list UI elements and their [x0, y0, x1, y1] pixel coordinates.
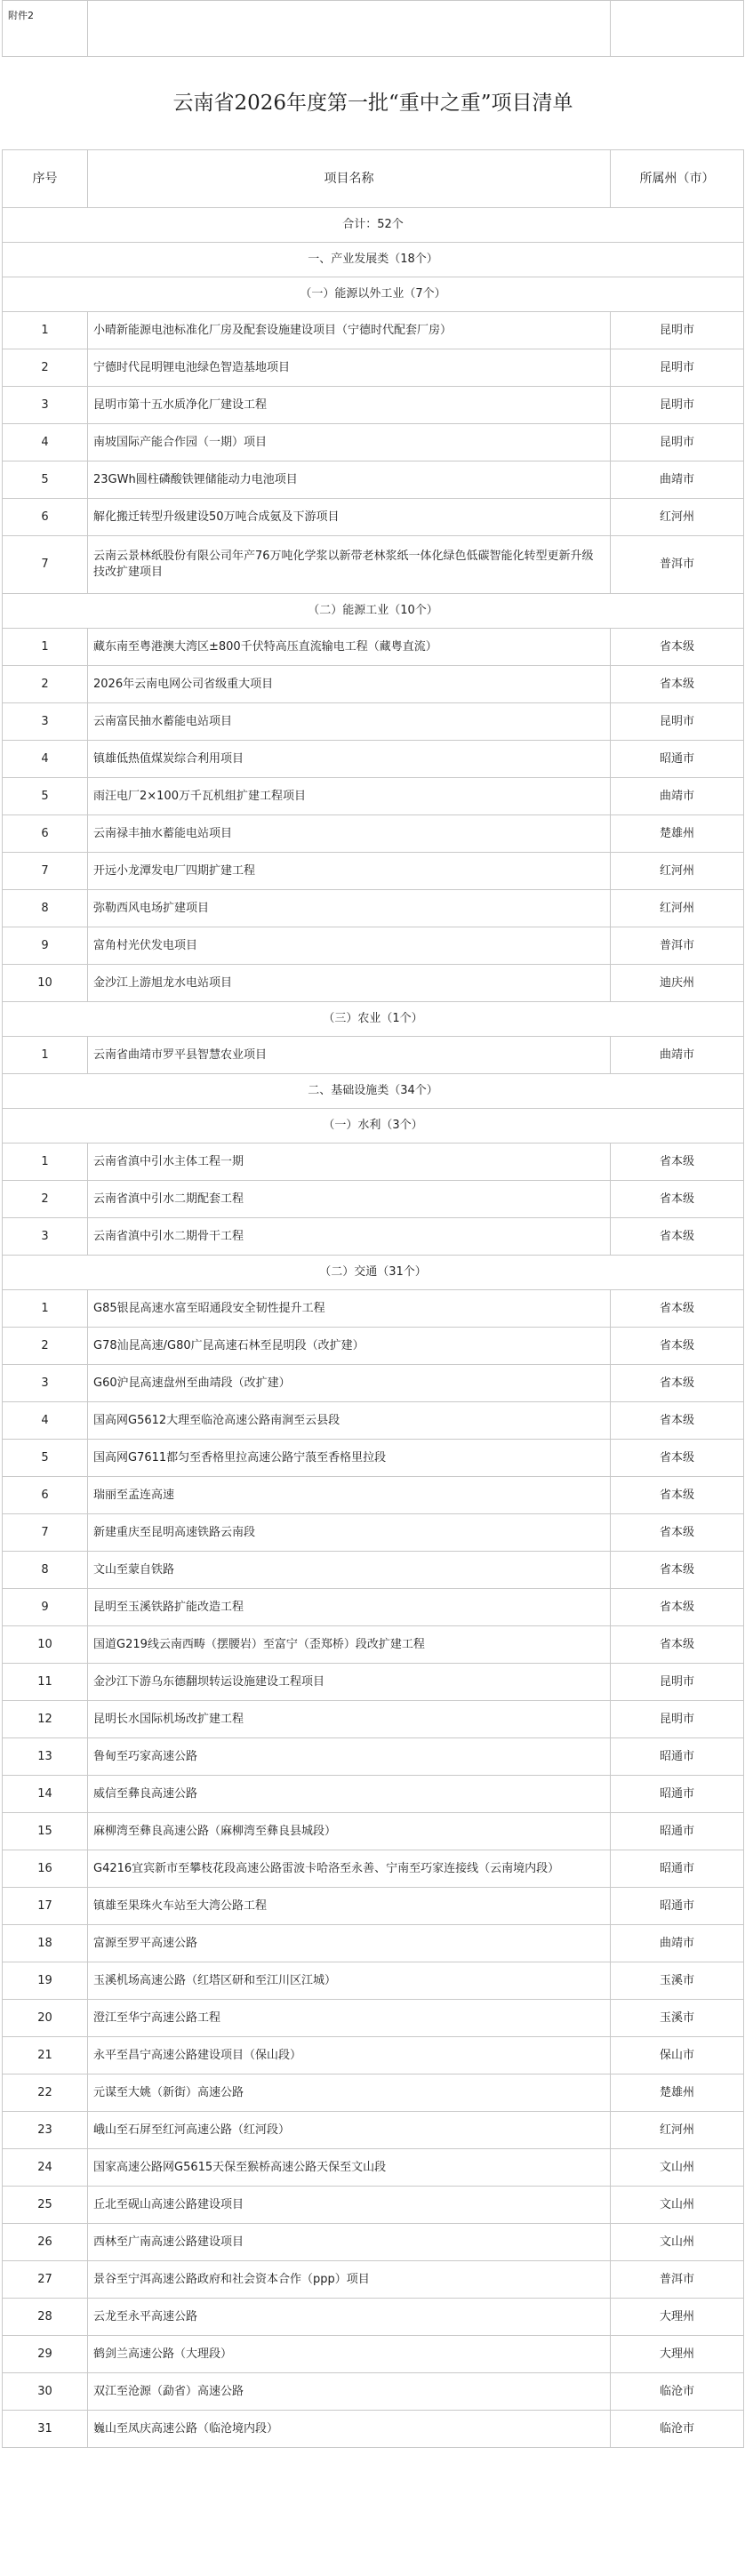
row-number: 16 [3, 1850, 88, 1888]
project-region: 文山州 [611, 2149, 744, 2187]
subcategory-non-energy-industry-label: （一）能源以外工业（7个） [3, 277, 744, 312]
project-region: 昭通市 [611, 1813, 744, 1850]
project-region: 昆明市 [611, 387, 744, 424]
row-number: 27 [3, 2261, 88, 2299]
row-number: 23 [3, 2112, 88, 2149]
project-name: 金沙江上游旭龙水电站项目 [88, 965, 611, 1002]
project-region: 昆明市 [611, 703, 744, 741]
project-region: 省本级 [611, 1144, 744, 1181]
row-number: 11 [3, 1664, 88, 1701]
project-name: 国高网G5612大理至临沧高速公路南涧至云县段 [88, 1402, 611, 1440]
project-region: 大理州 [611, 2299, 744, 2336]
table-row [3, 927, 744, 965]
project-name: 双江至沧源（勐省）高速公路 [88, 2373, 611, 2411]
project-region: 省本级 [611, 1290, 744, 1328]
project-name: G60沪昆高速盘州至曲靖段（改扩建） [88, 1365, 611, 1402]
table-row [3, 1925, 744, 1962]
row-number: 1 [3, 312, 88, 349]
table-row [3, 312, 744, 349]
row-number: 17 [3, 1888, 88, 1925]
table-row [3, 2299, 744, 2336]
project-list-table [2, 0, 744, 2448]
project-name: 云南省滇中引水主体工程一期 [88, 1144, 611, 1181]
row-number: 3 [3, 387, 88, 424]
table-row [3, 2411, 744, 2448]
table-row [3, 741, 744, 778]
table-row [3, 853, 744, 890]
subcategory-agriculture-label: （三）农业（1个） [3, 1002, 744, 1037]
row-number: 1 [3, 629, 88, 666]
project-region: 临沧市 [611, 2411, 744, 2448]
table-row [3, 2149, 744, 2187]
row-number: 4 [3, 424, 88, 461]
table-row [3, 499, 744, 536]
project-region: 大理州 [611, 2336, 744, 2373]
project-region: 昆明市 [611, 424, 744, 461]
header-region: 所属州（市） [611, 150, 744, 208]
table-row [3, 1328, 744, 1365]
project-name: 巍山至凤庆高速公路（临沧境内段） [88, 2411, 611, 2448]
project-name: 昆明市第十五水质净化厂建设工程 [88, 387, 611, 424]
project-name: 国道G219线云南西畴（摆腰岩）至富宁（歪郑桥）段改扩建工程 [88, 1626, 611, 1664]
row-number: 5 [3, 1440, 88, 1477]
row-number: 19 [3, 1962, 88, 2000]
project-name: 云南省滇中引水二期骨干工程 [88, 1218, 611, 1256]
row-number: 5 [3, 778, 88, 815]
project-name: 西林至广南高速公路建设项目 [88, 2224, 611, 2261]
project-name: 解化搬迁转型升级建设50万吨合成氨及下游项目 [88, 499, 611, 536]
project-region: 红河州 [611, 890, 744, 927]
category-industry-label: 一、产业发展类（18个） [3, 243, 744, 277]
row-number: 14 [3, 1776, 88, 1813]
table-row [3, 1589, 744, 1626]
row-number: 6 [3, 815, 88, 853]
table-row [3, 1144, 744, 1181]
project-name: 云南云景林纸股份有限公司年产76万吨化学浆以新带老林浆纸一体化绿色低碳智能化转型更新升级技改扩建项目 [88, 536, 611, 594]
project-region: 曲靖市 [611, 1037, 744, 1074]
project-name: 藏东南至粤港澳大湾区±800千伏特高压直流输电工程（藏粤直流） [88, 629, 611, 666]
table-row [3, 1664, 744, 1701]
row-number: 2 [3, 349, 88, 387]
table-header-row [3, 150, 744, 208]
project-name: 2026年云南电网公司省级重大项目 [88, 666, 611, 703]
project-name: 小晴新能源电池标准化厂房及配套设施建设项目（宁德时代配套厂房） [88, 312, 611, 349]
table-row [3, 890, 744, 927]
project-name: 鲁甸至巧家高速公路 [88, 1738, 611, 1776]
row-number: 8 [3, 890, 88, 927]
row-number: 22 [3, 2074, 88, 2112]
row-number: 1 [3, 1290, 88, 1328]
project-region: 红河州 [611, 2112, 744, 2149]
project-name: 云南禄丰抽水蓄能电站项目 [88, 815, 611, 853]
project-name: 开远小龙潭发电厂四期扩建工程 [88, 853, 611, 890]
table-row [3, 424, 744, 461]
subcategory-water-label: （一）水利（3个） [3, 1109, 744, 1144]
row-number: 8 [3, 1552, 88, 1589]
project-region: 保山市 [611, 2037, 744, 2074]
project-region: 省本级 [611, 1440, 744, 1477]
project-name: 澄江至华宁高速公路工程 [88, 2000, 611, 2037]
subcategory-energy-industry-label: （二）能源工业（10个） [3, 594, 744, 629]
row-number: 7 [3, 1514, 88, 1552]
table-row [3, 1290, 744, 1328]
table-row [3, 703, 744, 741]
row-number: 30 [3, 2373, 88, 2411]
project-name: 镇雄至果珠火车站至大湾公路工程 [88, 1888, 611, 1925]
row-number: 4 [3, 741, 88, 778]
table-row [3, 1776, 744, 1813]
project-region: 曲靖市 [611, 1925, 744, 1962]
project-region: 省本级 [611, 1514, 744, 1552]
row-number: 12 [3, 1701, 88, 1738]
category-infrastructure-label: 二、基础设施类（34个） [3, 1074, 744, 1109]
project-name: 景谷至宁洱高速公路政府和社会资本合作（ppp）项目 [88, 2261, 611, 2299]
project-name: 瑞丽至孟连高速 [88, 1477, 611, 1514]
project-region: 省本级 [611, 1218, 744, 1256]
project-region: 省本级 [611, 1365, 744, 1402]
table-row [3, 1813, 744, 1850]
row-number: 7 [3, 853, 88, 890]
attachment-label: 附件2 [3, 1, 88, 57]
project-region: 普洱市 [611, 927, 744, 965]
project-region: 楚雄州 [611, 2074, 744, 2112]
subcategory-agriculture [3, 1002, 744, 1037]
project-name: 文山至蒙自铁路 [88, 1552, 611, 1589]
project-name: 威信至彝良高速公路 [88, 1776, 611, 1813]
project-name: G78汕昆高速/G80广昆高速石林至昆明段（改扩建） [88, 1328, 611, 1365]
table-row [3, 2336, 744, 2373]
table-row [3, 965, 744, 1002]
project-name: 云南富民抽水蓄能电站项目 [88, 703, 611, 741]
total-label: 合计：52个 [3, 208, 744, 243]
table-row [3, 2037, 744, 2074]
table-row [3, 1402, 744, 1440]
project-name: 元谋至大姚（新街）高速公路 [88, 2074, 611, 2112]
project-name: 峨山至石屏至红河高速公路（红河段） [88, 2112, 611, 2149]
project-region: 红河州 [611, 853, 744, 890]
project-name: 富源至罗平高速公路 [88, 1925, 611, 1962]
row-number: 3 [3, 1365, 88, 1402]
table-row [3, 666, 744, 703]
table-row [3, 1218, 744, 1256]
table-row [3, 1181, 744, 1218]
project-region: 昭通市 [611, 1888, 744, 1925]
table-row [3, 1365, 744, 1402]
row-number: 6 [3, 1477, 88, 1514]
project-region: 昭通市 [611, 741, 744, 778]
row-number: 4 [3, 1402, 88, 1440]
project-name: 弥勒西风电场扩建项目 [88, 890, 611, 927]
row-number: 24 [3, 2149, 88, 2187]
attachment-row [3, 1, 744, 57]
project-region: 玉溪市 [611, 2000, 744, 2037]
row-number: 13 [3, 1738, 88, 1776]
project-region: 昆明市 [611, 1664, 744, 1701]
project-name: 新建重庆至昆明高速铁路云南段 [88, 1514, 611, 1552]
row-number: 10 [3, 965, 88, 1002]
row-number: 31 [3, 2411, 88, 2448]
project-region: 省本级 [611, 666, 744, 703]
table-row [3, 2261, 744, 2299]
table-row [3, 1962, 744, 2000]
subcategory-non-energy-industry [3, 277, 744, 312]
project-region: 省本级 [611, 1589, 744, 1626]
project-region: 省本级 [611, 1477, 744, 1514]
subcategory-transport [3, 1256, 744, 1290]
row-number: 6 [3, 499, 88, 536]
project-region: 省本级 [611, 1402, 744, 1440]
project-region: 昭通市 [611, 1738, 744, 1776]
row-number: 2 [3, 1328, 88, 1365]
project-name: 昆明长水国际机场改扩建工程 [88, 1701, 611, 1738]
table-row [3, 1738, 744, 1776]
subcategory-water [3, 1109, 744, 1144]
project-name: 金沙江下游乌东德翻坝转运设施建设工程项目 [88, 1664, 611, 1701]
project-name: 23GWh圆柱磷酸铁锂储能动力电池项目 [88, 461, 611, 499]
category-industry [3, 243, 744, 277]
project-region: 省本级 [611, 1626, 744, 1664]
total-row [3, 208, 744, 243]
table-row [3, 387, 744, 424]
table-row [3, 1701, 744, 1738]
project-region: 省本级 [611, 629, 744, 666]
table-row [3, 2373, 744, 2411]
project-name: 云南省曲靖市罗平县智慧农业项目 [88, 1037, 611, 1074]
project-name: 镇雄低热值煤炭综合利用项目 [88, 741, 611, 778]
table-row [3, 1477, 744, 1514]
project-region: 昆明市 [611, 312, 744, 349]
title-row [3, 57, 744, 150]
row-number: 15 [3, 1813, 88, 1850]
table-row [3, 1626, 744, 1664]
project-name: 玉溪机场高速公路（红塔区研和至江川区江城） [88, 1962, 611, 2000]
project-name: 国高网G7611都匀至香格里拉高速公路宁蒗至香格里拉段 [88, 1440, 611, 1477]
project-region: 迪庆州 [611, 965, 744, 1002]
project-name: 宁德时代昆明锂电池绿色智造基地项目 [88, 349, 611, 387]
table-row [3, 461, 744, 499]
project-name: 鹤剑兰高速公路（大理段） [88, 2336, 611, 2373]
table-row [3, 1888, 744, 1925]
row-number: 25 [3, 2187, 88, 2224]
project-region: 昭通市 [611, 1850, 744, 1888]
table-row [3, 1440, 744, 1477]
project-name: 雨汪电厂2×100万千瓦机组扩建工程项目 [88, 778, 611, 815]
table-row [3, 2224, 744, 2261]
project-region: 昆明市 [611, 349, 744, 387]
table-row [3, 778, 744, 815]
header-name: 项目名称 [88, 150, 611, 208]
row-number: 28 [3, 2299, 88, 2336]
project-region: 玉溪市 [611, 1962, 744, 2000]
row-number: 2 [3, 666, 88, 703]
table-row [3, 2112, 744, 2149]
row-number: 9 [3, 927, 88, 965]
table-row [3, 2074, 744, 2112]
category-infrastructure [3, 1074, 744, 1109]
project-name: 云南省滇中引水二期配套工程 [88, 1181, 611, 1218]
project-name: G4216宜宾新市至攀枝花段高速公路雷波卡哈洛至永善、宁南至巧家连接线（云南境内段） [88, 1850, 611, 1888]
subcategory-transport-label: （二）交通（31个） [3, 1256, 744, 1290]
project-region: 普洱市 [611, 536, 744, 594]
table-row [3, 536, 744, 594]
row-number: 20 [3, 2000, 88, 2037]
document-title: 云南省2026年度第一批“重中之重”项目清单 [3, 57, 744, 150]
project-name: 国家高速公路网G5615天保至猴桥高速公路天保至文山段 [88, 2149, 611, 2187]
row-number: 2 [3, 1181, 88, 1218]
table-row [3, 1037, 744, 1074]
row-number: 10 [3, 1626, 88, 1664]
table-row [3, 2000, 744, 2037]
project-region: 楚雄州 [611, 815, 744, 853]
project-region: 文山州 [611, 2224, 744, 2261]
table-row [3, 629, 744, 666]
project-region: 省本级 [611, 1552, 744, 1589]
project-region: 临沧市 [611, 2373, 744, 2411]
table-row [3, 1850, 744, 1888]
row-number: 3 [3, 1218, 88, 1256]
table-row [3, 1514, 744, 1552]
header-no: 序号 [3, 150, 88, 208]
row-number: 7 [3, 536, 88, 594]
table-row [3, 815, 744, 853]
row-number: 1 [3, 1144, 88, 1181]
table-row [3, 2187, 744, 2224]
project-region: 普洱市 [611, 2261, 744, 2299]
row-number: 18 [3, 1925, 88, 1962]
table-row [3, 1552, 744, 1589]
project-name: 永平至昌宁高速公路建设项目（保山段） [88, 2037, 611, 2074]
project-name: 丘北至砚山高速公路建设项目 [88, 2187, 611, 2224]
project-name: 昆明至玉溪铁路扩能改造工程 [88, 1589, 611, 1626]
row-number: 1 [3, 1037, 88, 1074]
row-number: 9 [3, 1589, 88, 1626]
project-region: 曲靖市 [611, 461, 744, 499]
project-region: 昆明市 [611, 1701, 744, 1738]
row-number: 5 [3, 461, 88, 499]
project-region: 省本级 [611, 1181, 744, 1218]
project-name: 南坡国际产能合作园（一期）项目 [88, 424, 611, 461]
table-row [3, 349, 744, 387]
row-number: 29 [3, 2336, 88, 2373]
project-name: 富角村光伏发电项目 [88, 927, 611, 965]
project-region: 文山州 [611, 2187, 744, 2224]
project-region: 曲靖市 [611, 778, 744, 815]
row-number: 3 [3, 703, 88, 741]
project-region: 红河州 [611, 499, 744, 536]
project-name: G85银昆高速水富至昭通段安全韧性提升工程 [88, 1290, 611, 1328]
project-region: 省本级 [611, 1328, 744, 1365]
row-number: 26 [3, 2224, 88, 2261]
project-region: 昭通市 [611, 1776, 744, 1813]
subcategory-energy-industry [3, 594, 744, 629]
project-name: 麻柳湾至彝良高速公路（麻柳湾至彝良县城段） [88, 1813, 611, 1850]
row-number: 21 [3, 2037, 88, 2074]
project-name: 云龙至永平高速公路 [88, 2299, 611, 2336]
